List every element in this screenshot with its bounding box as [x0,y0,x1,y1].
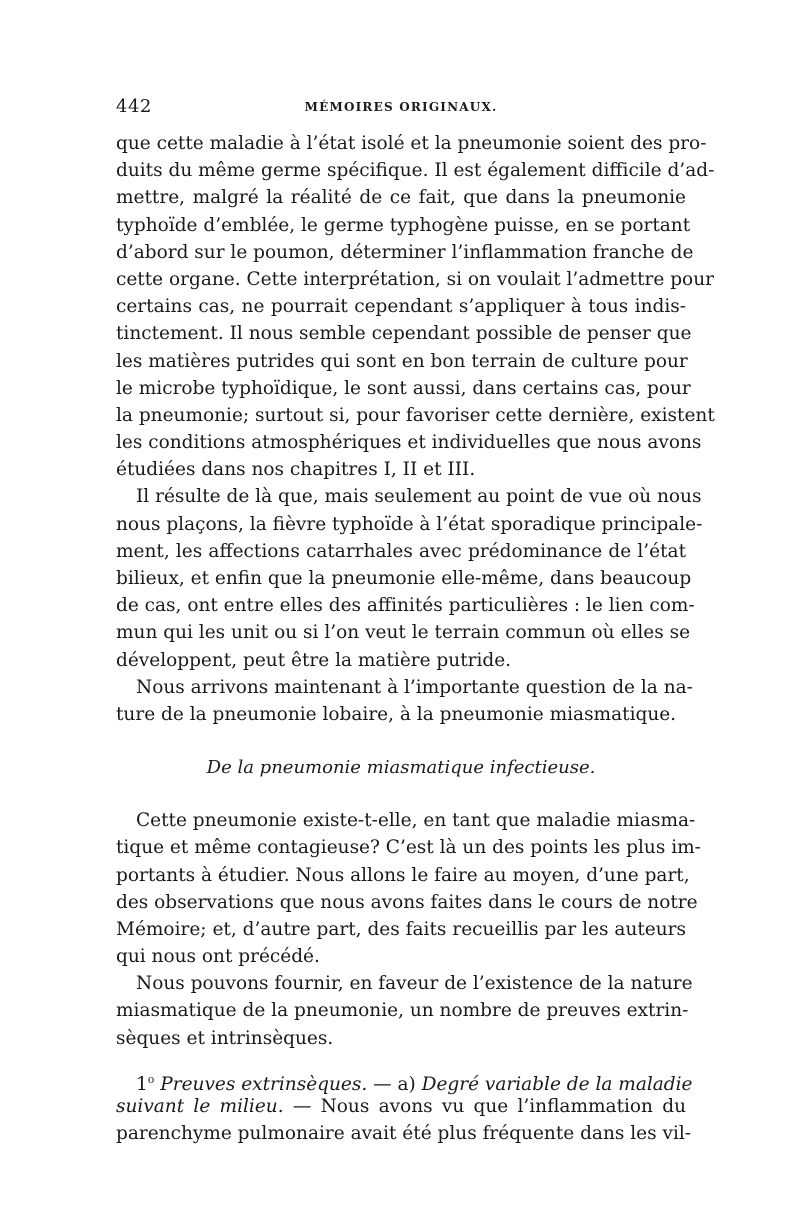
text-line: développent, peut être la matière putride. [116,649,512,671]
paragraph-1 [116,130,715,483]
paragraph-3 [116,674,693,728]
text-line: sèques et intrinsèques. [116,1027,334,1049]
text-line: étudiées dans nos chapitres I, II et III. [116,459,476,481]
paragraph-4 [116,807,701,970]
text-line: certains cas, ne pourrait cependant s’appliquer à tous indis- [116,296,686,318]
running-head: MÉMOIRES ORIGINAUX. [304,100,498,114]
text-line: cette organe. Cette interprétation, si on voulait l’admettre pour [116,268,714,290]
page [116,96,715,1147]
text-line: le microbe typhoïdique, le sont aussi, dans certains cas, pour [116,377,691,399]
text-line: les conditions atmosphériques et individuelles que nous avons [116,432,702,454]
subsection-title: Preuves extrinsèques. [154,1073,368,1095]
text-line [116,1093,686,1120]
text-run: — a) [367,1073,422,1095]
text-line: d’abord sur le poumon, déterminer l’inflammation franche de [116,241,694,263]
ordinal-mark: o [147,1072,155,1086]
text-line: qui nous ont précédé. [116,946,320,968]
text-line: nous plaçons, la fièvre typhoïde à l’état sporadique principale- [116,513,703,535]
text-line: ture de la pneumonie lobaire, à la pneumonie miasmatique. [116,703,677,725]
text-line: les matières putrides qui sont en bon terrain de culture pour [116,350,688,372]
text-line: bilieux, et enfin que la pneumonie elle-même, dans beaucoup [116,568,692,589]
paragraph-2 [116,483,703,673]
text-line: duits du même germe spécifique. Il est également difficile d’ad- [116,160,715,182]
paragraph-5 [116,970,693,1052]
list-number: 1 [136,1073,148,1095]
text-line: parenchyme pulmonaire avait été plus fréquente dans les vil- [116,1123,692,1145]
page-number: 442 [116,96,152,117]
subsection-subtitle-cont: suivant le milieu. [116,1096,284,1117]
text-line: tique et même contagieuse? C’est là un des points les plus im- [116,837,701,859]
text-line [116,1066,693,1095]
text-line: Nous arrivons maintenant à l’importante question de la na- [136,676,693,698]
subsection-subtitle: Degré variable de la maladie [421,1073,693,1095]
text-line: typhoïde d’emblée, le germe typhogène puisse, en se portant [116,214,691,236]
text-line: des observations que nous avons faites dans le cours de notre [116,891,698,913]
page-header [116,96,686,124]
text-line: que cette maladie à l’état isolé et la pneumonie soient des pro- [116,133,707,154]
text-line: Cette pneumonie existe-t-elle, en tant que maladie miasma- [136,810,696,832]
text-line: mun qui les unit ou si l’on veut le terrain commun où elles se [116,622,691,644]
text-line: la pneumonie; surtout si, pour favoriser cette dernière, existent [116,404,715,426]
text-line: de cas, ont entre elles des affinités particulières : le lien com- [116,595,695,617]
text-run: — Nous avons vu que l’inflammation du [283,1096,686,1117]
text-line: mettre, malgré la réalité de ce fait, que dans la pneumonie [116,187,686,209]
text-line: portants à étudier. Nous allons le faire au moyen, d’une part, [116,864,690,886]
text-line: tinctement. Il nous semble cependant possible de penser que [116,323,692,345]
text-line: Nous pouvons fournir, en faveur de l’existence de la nature [136,973,693,995]
text-line: Il résulte de là que, mais seulement au point de vue où nous [136,486,702,508]
text-line: miasmatique de la pneumonie, un nombre de preuves extrin- [116,1000,689,1022]
text-line: Mémoire; et, d’autre part, des faits recueillis par les auteurs [116,918,686,940]
text-line: ment, les affections catarrhales avec prédominance de l’état [116,540,686,562]
paragraph-6 [116,1066,693,1148]
section-heading: De la pneumonie miasmatique infectieuse. [206,757,596,779]
